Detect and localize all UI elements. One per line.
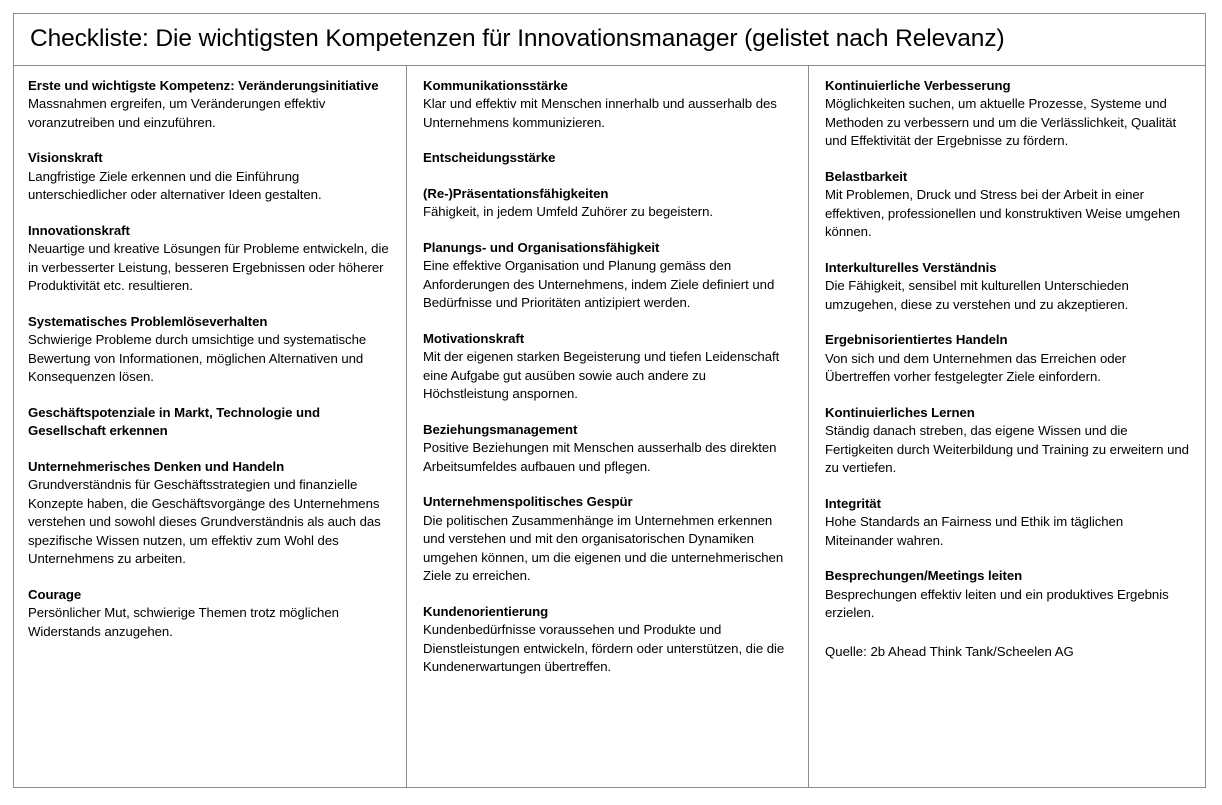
competency-description: Möglichkeiten suchen, um aktuelle Prozesse, Systeme und Methoden zu verbessern und um die Verlässlichkeit, Qualität und Effektivität der Ergebnisse zu fördern. — [825, 96, 1177, 149]
competency-title: Kommunikationsstärke — [423, 78, 568, 93]
page-title: Checkliste: Die wichtigsten Kompetenzen für Innovationsmanager (gelistet nach Relevanz) — [30, 25, 1005, 53]
competency-entry — [825, 168, 1191, 242]
competency-entry — [825, 77, 1191, 151]
competency-description: Fähigkeit, in jedem Umfeld Zuhörer zu begeistern. — [423, 204, 714, 220]
competency-entry — [423, 239, 794, 313]
competency-entry — [28, 222, 392, 296]
competency-title: Geschäftspotenziale in Markt, Technologie und Gesellschaft erkennen — [28, 404, 321, 439]
competency-description: Positive Beziehungen mit Menschen ausserhalb des direkten Arbeitsumfeldes aufbauen und pflegen. — [423, 440, 777, 474]
competency-title: Systematisches Problemlöseverhalten — [28, 313, 268, 329]
competency-description: Langfristige Ziele erkennen und die Einführung unterschiedlicher oder alternativer Ideen gestalten. — [28, 168, 322, 203]
columns-container — [14, 66, 1205, 787]
competency-entry — [28, 404, 392, 441]
competency-entry — [423, 77, 794, 132]
competency-title: Unternehmenspolitisches Gespür — [423, 494, 633, 510]
competency-entry — [825, 259, 1191, 314]
competency-entry — [423, 330, 794, 404]
competency-column-1 — [14, 66, 406, 787]
competency-title: Ergebnisorientiertes Handeln — [825, 332, 1008, 348]
competency-title: Entscheidungsstärke — [423, 150, 556, 166]
competency-description: Eine effektive Organisation und Planung gemäss den Anforderungen des Unternehmens, indem Ziele definiert und Bedürfnisse und Prioritäten antizipiert werden. — [423, 258, 775, 311]
competency-description: Schwierige Probleme durch umsichtige und systematische Bewertung von Informationen, möglichen Alternativen und Konsequenzen lösen. — [28, 332, 367, 385]
competency-description: Die Fähigkeit, sensibel mit kulturellen Unterschieden umzugehen, diese zu verstehen und zu akzeptieren. — [825, 278, 1129, 312]
competency-entry — [28, 77, 392, 132]
competency-title: Beziehungsmanagement — [423, 421, 578, 437]
competency-description: Mit der eigenen starken Begeisterung und tiefen Leidenschaft eine Aufgabe gut ausüben sowie auch andere zu Höchstleistung anspornen. — [423, 349, 780, 402]
competency-entry — [28, 458, 392, 569]
competency-title: Integrität — [825, 495, 881, 511]
competency-description: Hohe Standards an Fairness und Ethik im täglichen Miteinander wahren. — [825, 514, 1124, 548]
competency-title: Interkulturelles Verständnis — [825, 259, 997, 275]
competency-entry — [423, 603, 794, 677]
competency-entry — [825, 495, 1191, 550]
title-bar — [14, 14, 1205, 66]
competency-title: Planungs- und Organisationsfähigkeit — [423, 239, 660, 255]
competency-description: Persönlicher Mut, schwierige Themen trotz möglichen Widerstands anzugehen. — [28, 605, 339, 639]
checklist-sheet — [13, 13, 1206, 788]
competency-title: Kontinuierliche Verbesserung — [825, 78, 1011, 93]
competency-description: Klar und effektiv mit Menschen innerhalb und ausserhalb des Unternehmens kommunizieren. — [423, 96, 777, 130]
competency-title: Motivationskraft — [423, 330, 525, 346]
competency-title: Erste und wichtigste Kompetenz: Veränderungsinitiative — [28, 78, 379, 93]
competency-description: Besprechungen effektiv leiten und ein produktives Ergebnis erzielen. — [825, 586, 1169, 621]
competency-entry — [423, 149, 794, 167]
competency-entry — [28, 313, 392, 387]
competency-title: Unternehmerisches Denken und Handeln — [28, 458, 285, 474]
competency-column-3 — [808, 66, 1205, 787]
competency-title: Kontinuierliches Lernen — [825, 404, 975, 420]
competency-description: Kundenbedürfnisse voraussehen und Produkte und Dienstleistungen entwickeln, fördern oder unterstützen, die die Kundenerwartungen übertreffen. — [423, 622, 785, 675]
competency-description: Die politischen Zusammenhänge im Unternehmen erkennen und verstehen und mit den organisatorischen Dynamiken umgehen können, um die eigenen und die unternehmerischen Ziele zu erreichen. — [423, 512, 784, 584]
competency-description: Ständig danach streben, das eigene Wissen und die Fertigkeiten durch Weiterbildung und Training zu erweitern und zu vertiefen. — [825, 423, 1189, 476]
competency-entry — [825, 567, 1191, 622]
competency-entry — [28, 586, 392, 641]
competency-description: Mit Problemen, Druck und Stress bei der Arbeit in einer effektiven, professionellen und konstruktiven Weise umgehen können. — [825, 187, 1181, 240]
competency-description: Neuartige und kreative Lösungen für Probleme entwickeln, die in verbesserter Leistung, besseren Ergebnissen oder höherer Produktivität etc. resultieren. — [28, 241, 389, 294]
competency-title: Belastbarkeit — [825, 168, 908, 184]
competency-entry — [423, 493, 794, 585]
competency-title: Visionskraft — [28, 150, 103, 166]
competency-entry — [423, 185, 794, 222]
competency-entry — [423, 421, 794, 476]
competency-title: Besprechungen/Meetings leiten — [825, 568, 1023, 584]
competency-title: (Re-)Präsentationsfähigkeiten — [423, 185, 609, 201]
competency-entry — [825, 404, 1191, 478]
competency-title: Kundenorientierung — [423, 603, 549, 619]
source-attribution: Quelle: 2b Ahead Think Tank/Scheelen AG — [825, 643, 1074, 659]
competency-title: Courage — [28, 586, 82, 602]
competency-title: Innovationskraft — [28, 222, 130, 238]
competency-description: Massnahmen ergreifen, um Veränderungen effektiv voranzutreiben und einzuführen. — [28, 96, 326, 130]
competency-column-2 — [406, 66, 808, 787]
competency-description: Grundverständnis für Geschäftsstrategien und finanzielle Konzepte haben, die Geschäftsvorgänge des Unternehmens verstehen und sowohl dieses Grundverständnis als auch das spezifische Wissen nutzen, um effektiv zum Wohl des Unternehmens zu arbeiten. — [28, 477, 381, 567]
competency-entry — [28, 149, 392, 204]
competency-entry — [825, 331, 1191, 386]
competency-description: Von sich und dem Unternehmen das Erreichen oder Übertreffen vorher festgelegter Ziele einfordern. — [825, 350, 1127, 385]
